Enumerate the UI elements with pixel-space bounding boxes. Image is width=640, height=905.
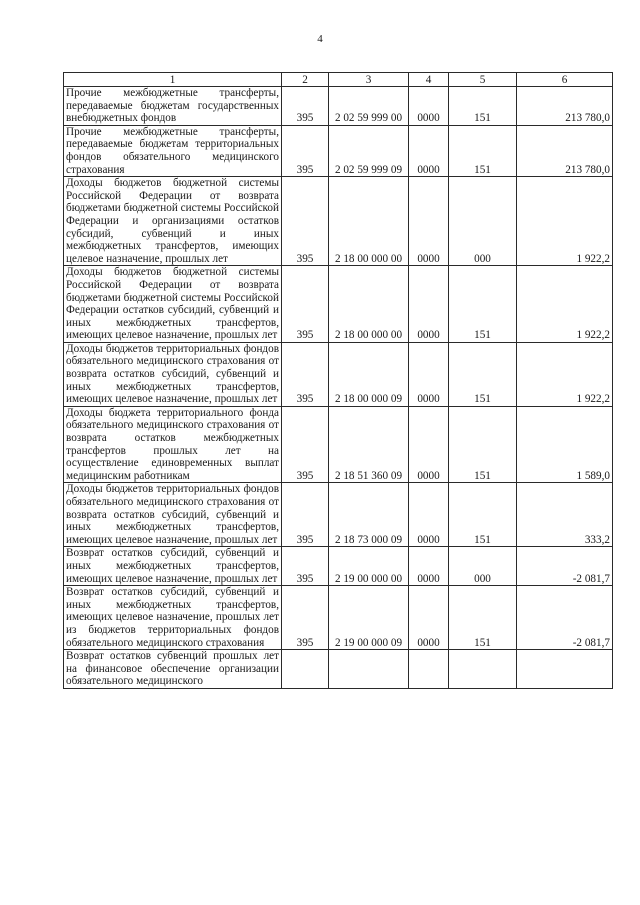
table-row <box>64 650 613 689</box>
table-row <box>64 483 613 547</box>
row-description: Возврат остатков субвенций прошлых лет на финансовое обеспечение организации обязательного медицинского <box>64 650 282 689</box>
row-kosgu-code: 151 <box>449 586 517 650</box>
row-admin-code: 395 <box>282 266 329 343</box>
row-description: Доходы бюджетов бюджетной системы Российской Федерации от возврата бюджетами бюджетной системы Российской Федерации и организациями остатков субсидий, субвенций и иных межбюджетных трансфертов, имеющих целевое назначение, прошлых лет <box>64 177 282 266</box>
row-amount: -2 081,7 <box>517 586 613 650</box>
row-kosgu-code: 151 <box>449 87 517 126</box>
column-header: 3 <box>329 73 409 87</box>
row-admin-code: 395 <box>282 406 329 483</box>
row-budget-code: 2 18 00 000 09 <box>329 342 409 406</box>
row-budget-code <box>329 650 409 689</box>
row-budget-code: 2 18 73 000 09 <box>329 483 409 547</box>
row-budget-code: 2 18 51 360 09 <box>329 406 409 483</box>
table-row <box>64 266 613 343</box>
table-row <box>64 87 613 126</box>
row-kosgu-code: 151 <box>449 342 517 406</box>
row-admin-code: 395 <box>282 125 329 176</box>
row-kosgu-code: 000 <box>449 547 517 586</box>
row-admin-code: 395 <box>282 586 329 650</box>
row-amount: 1 922,2 <box>517 342 613 406</box>
row-program-code: 0000 <box>409 342 449 406</box>
row-program-code: 0000 <box>409 547 449 586</box>
table-row <box>64 125 613 176</box>
row-admin-code: 395 <box>282 547 329 586</box>
column-header: 4 <box>409 73 449 87</box>
row-budget-code: 2 19 00 000 00 <box>329 547 409 586</box>
row-description: Доходы бюджета территориального фонда обязательного медицинского страхования от возврата остатков межбюджетных трансфертов прошлых лет на осуществление единовременных выплат медицинским работникам <box>64 406 282 483</box>
row-description: Доходы бюджетов территориальных фондов обязательного медицинского страхования от возврата остатков субсидий, субвенций и иных межбюджетных трансфертов, имеющих целевое назначение, прошлых лет <box>64 342 282 406</box>
row-description: Возврат остатков субсидий, субвенций и иных межбюджетных трансфертов, имеющих целевое назначение, прошлых лет <box>64 547 282 586</box>
row-program-code: 0000 <box>409 406 449 483</box>
row-amount: 333,2 <box>517 483 613 547</box>
row-program-code: 0000 <box>409 586 449 650</box>
row-program-code: 0000 <box>409 87 449 126</box>
row-amount <box>517 650 613 689</box>
row-amount: 213 780,0 <box>517 125 613 176</box>
column-header: 2 <box>282 73 329 87</box>
row-budget-code: 2 18 00 000 00 <box>329 266 409 343</box>
row-description: Прочие межбюджетные трансферты, передаваемые бюджетам территориальных фондов обязательного медицинского страхования <box>64 125 282 176</box>
row-kosgu-code <box>449 650 517 689</box>
row-program-code <box>409 650 449 689</box>
table-row <box>64 177 613 266</box>
row-amount: 1 589,0 <box>517 406 613 483</box>
row-budget-code: 2 02 59 999 09 <box>329 125 409 176</box>
row-description: Доходы бюджетов бюджетной системы Российской Федерации от возврата бюджетами бюджетной системы Российской Федерации остатков субсидий, субвенций и иных межбюджетных трансфертов, имеющих целевое назначение, прошлых лет <box>64 266 282 343</box>
row-program-code: 0000 <box>409 177 449 266</box>
column-header: 1 <box>64 73 282 87</box>
row-admin-code: 395 <box>282 177 329 266</box>
row-description: Возврат остатков субсидий, субвенций и иных межбюджетных трансфертов, имеющих целевое назначение, прошлых лет из бюджетов территориальных фондов обязательного медицинского страхования <box>64 586 282 650</box>
row-kosgu-code: 151 <box>449 266 517 343</box>
row-program-code: 0000 <box>409 266 449 343</box>
row-amount: -2 081,7 <box>517 547 613 586</box>
row-kosgu-code: 000 <box>449 177 517 266</box>
row-amount: 213 780,0 <box>517 87 613 126</box>
table-row <box>64 406 613 483</box>
row-admin-code <box>282 650 329 689</box>
row-amount: 1 922,2 <box>517 266 613 343</box>
row-description: Доходы бюджетов территориальных фондов обязательного медицинского страхования от возврата остатков субсидий, субвенций и иных межбюджетных трансфертов, имеющих целевое назначение, прошлых лет <box>64 483 282 547</box>
row-amount: 1 922,2 <box>517 177 613 266</box>
row-admin-code: 395 <box>282 87 329 126</box>
row-description: Прочие межбюджетные трансферты, передаваемые бюджетам государственных внебюджетных фондов <box>64 87 282 126</box>
page-number: 4 <box>317 33 323 45</box>
column-header: 6 <box>517 73 613 87</box>
table-row <box>64 586 613 650</box>
budget-revenue-table <box>63 72 613 689</box>
row-budget-code: 2 18 00 000 00 <box>329 177 409 266</box>
column-header: 5 <box>449 73 517 87</box>
table-header-row <box>64 73 613 87</box>
row-kosgu-code: 151 <box>449 406 517 483</box>
row-program-code: 0000 <box>409 483 449 547</box>
table-row <box>64 342 613 406</box>
row-admin-code: 395 <box>282 342 329 406</box>
table-row <box>64 547 613 586</box>
row-budget-code: 2 19 00 000 09 <box>329 586 409 650</box>
row-kosgu-code: 151 <box>449 125 517 176</box>
row-budget-code: 2 02 59 999 00 <box>329 87 409 126</box>
row-program-code: 0000 <box>409 125 449 176</box>
row-kosgu-code: 151 <box>449 483 517 547</box>
row-admin-code: 395 <box>282 483 329 547</box>
